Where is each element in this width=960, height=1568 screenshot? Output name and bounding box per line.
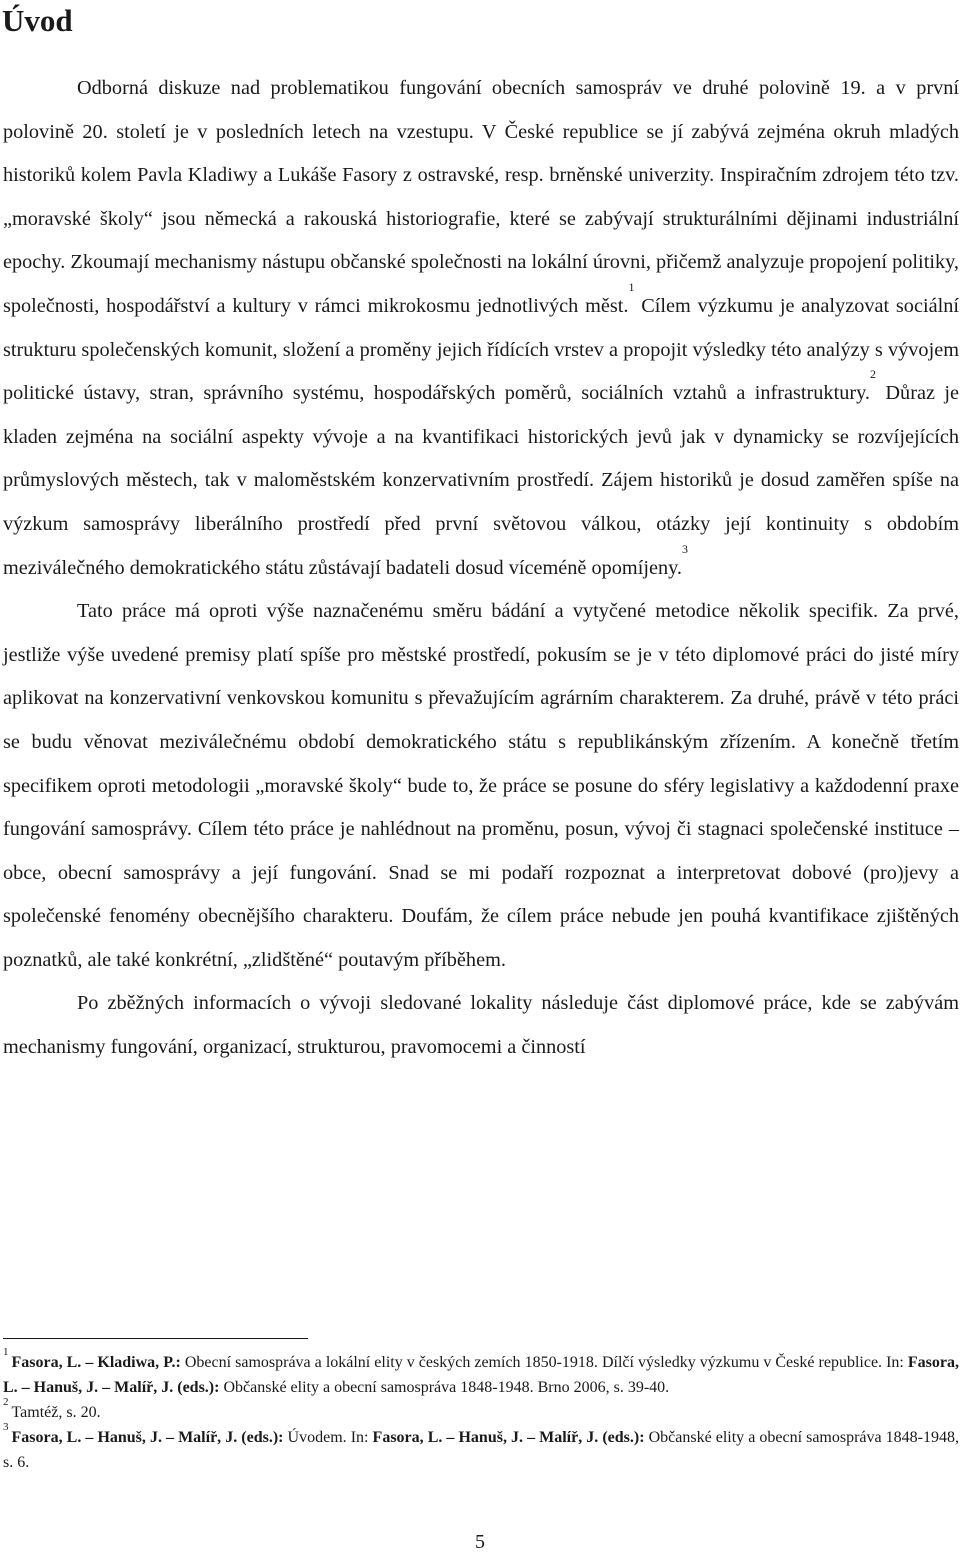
- paragraph-text: Odborná diskuze nad problematikou fungování obecních samospráv ve druhé polovině 19. a v první polovině 20. století je v posledních letech na vzestupu. V České republice se jí zabývá zejména okruh mladých historiků kolem Pavla Kladiwy a Lukáše Fasory z ostravské, resp. brněnské univerzity. Inspiračním zdrojem této tzv. „moravské školy“ jsou německá a rakouská historiografie, které se zabývají strukturálními dějinami industriální epochy. Zkoumají mechanismy nástupu občanské společnosti na lokální úrovni, přičemž analyzuje propojení politiky, společnosti, hospodářství a kultury v rámci mikrokosmu jednotlivých měst.: [3, 77, 959, 317]
- body-text: [3, 67, 959, 1070]
- footnote-text: Občanské elity a obecní samospráva 1848-1948, s. 6.: [3, 1429, 960, 1471]
- footnote-author: Fasora, L. – Hanuš, J. – Malíř, J. (eds.):: [372, 1429, 645, 1446]
- footnote-number: 3: [3, 1421, 9, 1433]
- footnotes: [3, 1346, 960, 1475]
- footnote-separator: [3, 1338, 308, 1339]
- paragraph-text: Důraz je kladen zejména na sociální aspekty vývoje a na kvantifikaci historických jevů jak v dynamicky se rozvíjejících průmyslových městech, tak v maloměstském konzervativním prostředí. Zájem historiků je dosud zaměřen spíše na výzkum samosprávy liberálního prostředí před první světovou válkou, otázky její kontinuity s obdobím meziválečného demokratického státu zůstávají badateli dosud víceméně opomíjeny.: [3, 382, 959, 579]
- footnote-number: 1: [3, 1346, 9, 1358]
- footnote-reference: 1: [628, 279, 635, 294]
- paragraph-text: Po zběžných informacích o vývoji sledované lokality následuje část diplomové práce, kde se zabývám mechanismy fungování, organizací, strukturou, pravomocemi a činností: [3, 992, 959, 1059]
- footnote: [3, 1421, 960, 1475]
- footnote-text: Obecní samospráva a lokální elity v českých zemích 1850-1918. Dílčí výsledky výzkumu v České republice. In:: [180, 1354, 908, 1371]
- paragraph-text: Tato práce má oproti výše naznačenému směru bádání a vytyčené metodice několik specifik. Za prvé, jestliže výše uvedené premisy platí spíše pro městské prostředí, pokusím se je v této diplomové práci do jisté míry aplikovat na konzervativní venkovskou komunitu s převažujícím agrárním charakterem. Za druhé, právě v této práci se budu věnovat meziválečnému období demokratického státu s republikánským zřízením. A konečně třetím specifikem oproti metodologii „moravské školy“ bude to, že práce se posune do sféry legislativy a každodenní praxe fungování samosprávy. Cílem této práce je nahlédnout na proměnu, posun, vývoj či stagnaci společenské instituce – obce, obecní samosprávy a její fungování. Snad se mi podaří rozpoznat a interpretovat dobové (pro)jevy a společenské fenomény obecnějšího charakteru. Doufám, že cílem práce nebude jen pouhá kvantifikace zjištěných poznatků, ale také konkrétní, „zlidštěné“ poutavým příběhem.: [3, 600, 959, 971]
- footnote: [3, 1346, 959, 1400]
- footnote-text: Úvodem. In:: [283, 1429, 373, 1446]
- footnote-reference: 2: [870, 367, 876, 382]
- page-number: 5: [475, 1531, 485, 1553]
- footnote-text: Občanské elity a obecní samospráva 1848-1948. Brno 2006, s. 39-40.: [219, 1379, 670, 1396]
- footnote-author: Fasora, L. – Hanuš, J. – Malíř, J. (eds.):: [11, 1429, 284, 1446]
- footnote-number: 2: [3, 1396, 9, 1408]
- footnote: [3, 1396, 959, 1425]
- paragraph: [3, 982, 959, 1069]
- footnote-text: Tamtéž, s. 20.: [11, 1404, 101, 1421]
- footnote-reference: 3: [682, 541, 688, 556]
- footnote-author: Fasora, L. – Kladiwa, P.:: [11, 1354, 181, 1371]
- paragraph: [3, 67, 959, 590]
- paragraph: [3, 590, 959, 982]
- footnote-author: Fasora, L. – Hanuš, J. – Malíř, J. (eds.):: [3, 1354, 959, 1396]
- page-title: Úvod: [2, 3, 73, 38]
- paragraph-text: Cílem výzkumu je analyzovat sociální strukturu společenských komunit, složení a proměny jejich řídících vrstev a propojit výsledky této analýzy s vývojem politické ústavy, stran, správního systému, hospodářských poměrů, sociálních vztahů a infrastruktury.: [3, 294, 959, 405]
